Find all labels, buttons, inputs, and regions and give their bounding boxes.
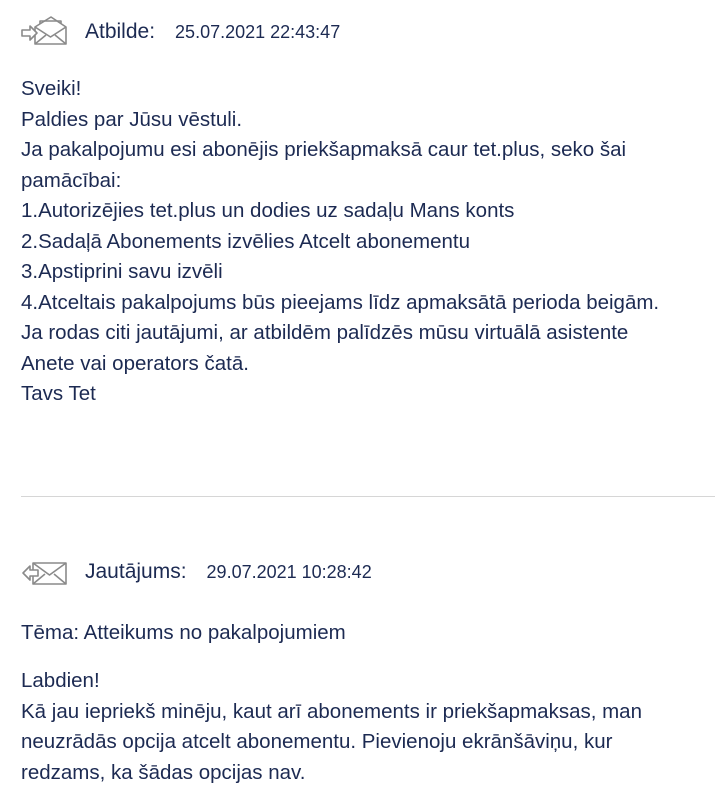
reply-line: pamācībai: (21, 168, 122, 192)
reply-line: 3.Apstiprini savu izvēli (21, 260, 223, 283)
question-timestamp: 29.07.2021 10:28:42 (206, 561, 372, 582)
question-line: neuzrādās opcija atcelt abonementu. Pievienoju ekrānšāviņu, kur (21, 730, 613, 753)
question-body (21, 666, 711, 788)
reply-label: Atbilde: (85, 20, 156, 43)
message-divider (21, 496, 715, 497)
reply-header (21, 15, 340, 49)
envelope-outgoing-icon (21, 15, 67, 49)
reply-line: Anete vai operators čatā. (21, 351, 249, 375)
reply-body (21, 74, 711, 410)
reply-line: 1.Autorizējies tet.plus un dodies uz sadaļu Mans konts (21, 199, 515, 222)
reply-line: Ja pakalpojumu esi abonējis priekšapmaksā caur tet.plus, seko šai (21, 138, 627, 161)
reply-timestamp: 25.07.2021 22:43:47 (175, 21, 341, 42)
question-label: Jautājums: (85, 560, 187, 583)
reply-line: Paldies par Jūsu vēstuli. (21, 107, 243, 131)
reply-line: Sveiki! (21, 77, 82, 100)
reply-line: 4.Atceltais pakalpojums būs pieejams līdz apmaksātā perioda beigām. (21, 290, 660, 314)
question-subject: Tēma: Atteikums no pakalpojumiem (21, 621, 346, 644)
question-line: Kā jau iepriekš minēju, kaut arī abonements ir priekšapmaksas, man (21, 699, 642, 723)
question-header (21, 555, 372, 589)
question-line: redzams, ka šādas opcijas nav. (21, 760, 306, 784)
question-line: Labdien! (21, 669, 100, 692)
reply-line: 2.Sadaļā Abonements izvēlies Atcelt abonementu (21, 229, 471, 253)
reply-line: Tavs Tet (21, 382, 96, 405)
reply-line: Ja rodas citi jautājumi, ar atbildēm palīdzēs mūsu virtuālā asistente (21, 321, 629, 344)
envelope-incoming-icon (21, 555, 67, 589)
